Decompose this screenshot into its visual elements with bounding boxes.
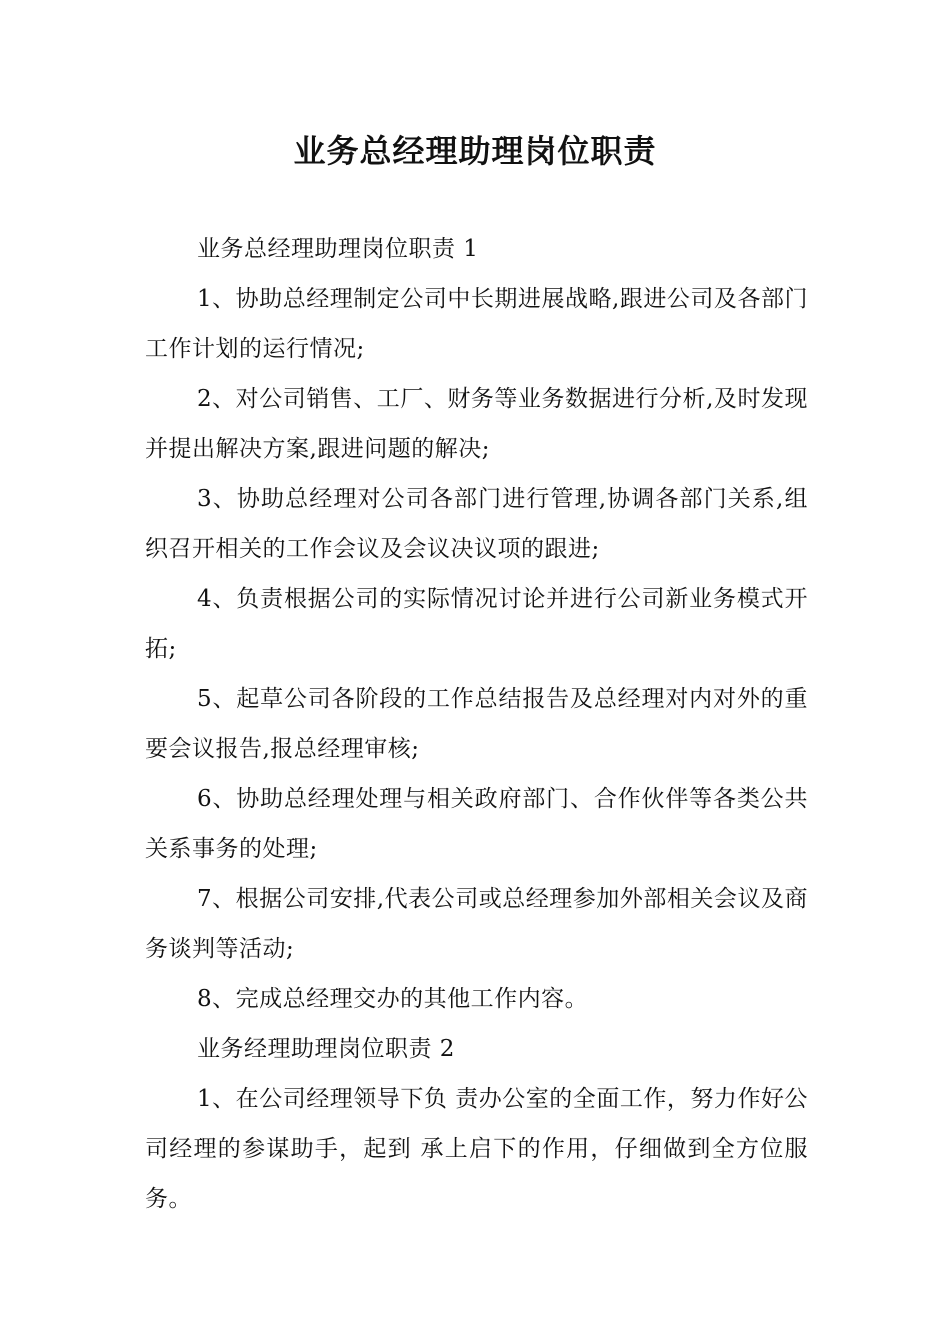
- duty-item-5: 5、起草公司各阶段的工作总结报告及总经理对内对外的重要会议报告,报总经理审核;: [145, 686, 808, 762]
- document-title: 业务总经理助理岗位职责: [293, 132, 657, 170]
- duty-item-3: 3、协助总经理对公司各部门进行管理,协调各部门关系,组织召开相关的工作会议及会议决议项的跟进;: [145, 486, 808, 562]
- section-heading-2: 业务经理助理岗位职责 2: [197, 1036, 455, 1062]
- duty-item-7: 7、根据公司安排,代表公司或总经理参加外部相关会议及商务谈判等活动;: [145, 886, 808, 962]
- section-heading-1: 业务总经理助理岗位职责 1: [197, 236, 479, 262]
- duty-item-6: 6、协助总经理处理与相关政府部门、合作伙伴等各类公共关系事务的处理;: [145, 786, 808, 862]
- duty-item-2-1: 1、在公司经理领导下负 责办公室的全面工作，努力作好公司经理的参谋助手，起到 承上启下的作用，仔细做到全方位服务。: [145, 1086, 808, 1212]
- duty-item-4: 4、负责根据公司的实际情况讨论并进行公司新业务模式开拓;: [145, 586, 808, 662]
- duty-item-2: 2、对公司销售、工厂、财务等业务数据进行分析,及时发现并提出解决方案,跟进问题的解决;: [145, 386, 808, 462]
- duty-item-8: 8、完成总经理交办的其他工作内容。: [197, 986, 589, 1012]
- document-body: [145, 224, 808, 1224]
- duty-item-1: 1、协助总经理制定公司中长期进展战略,跟进公司及各部门工作计划的运行情况;: [145, 286, 808, 362]
